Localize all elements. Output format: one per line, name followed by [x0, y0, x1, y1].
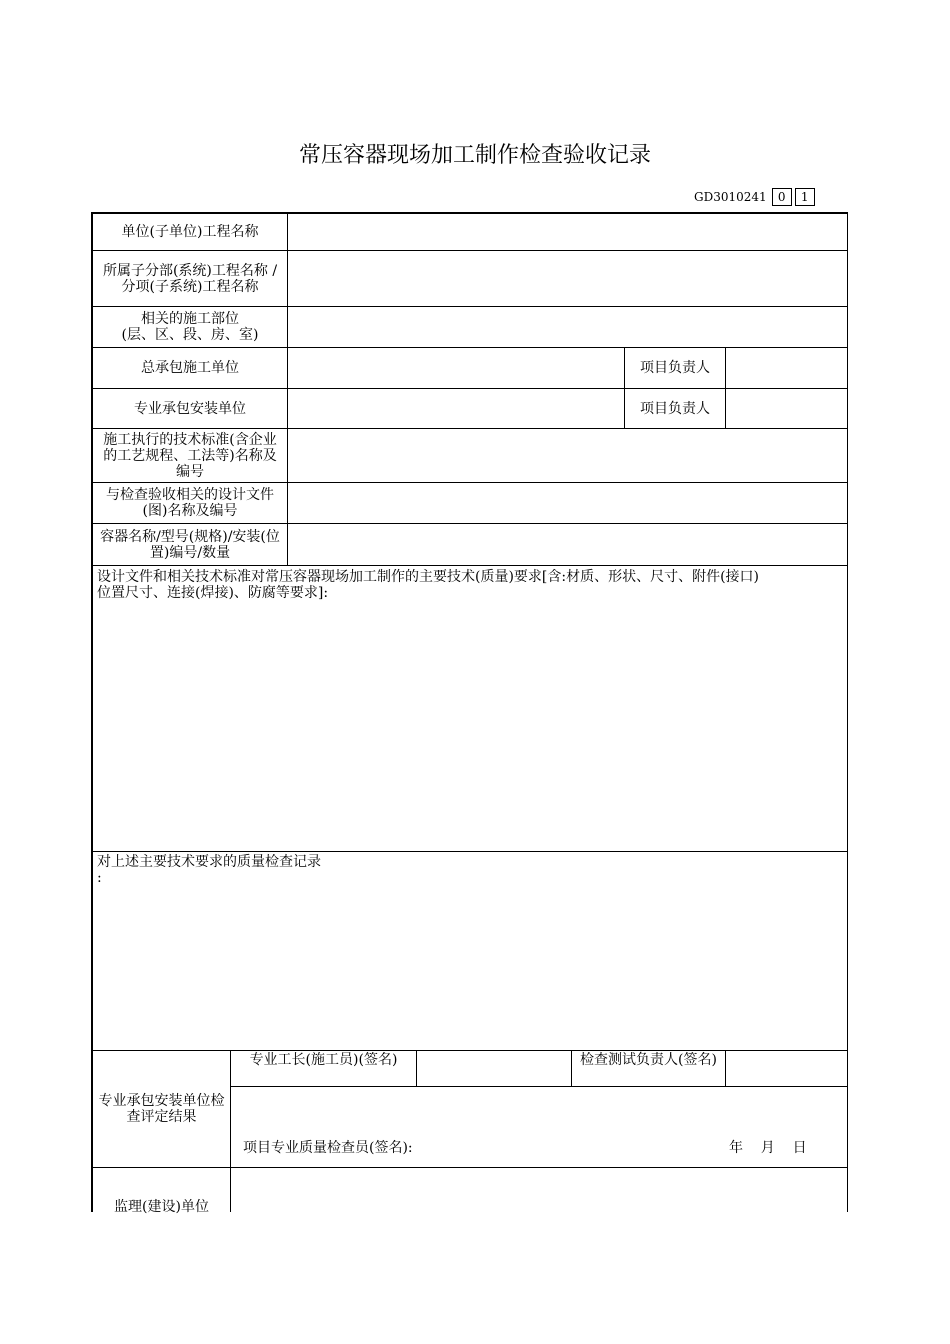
field-unit-project[interactable]	[288, 214, 848, 251]
requirements-area[interactable]	[93, 566, 848, 852]
label-vessel-info: 容器名称/型号(规格)/安装(位置)编号/数量	[93, 524, 288, 566]
label-sub-project: 所属子分部(系统)工程名称 /分项(子系统)工程名称	[93, 251, 288, 307]
field-tech-standard[interactable]	[288, 429, 848, 483]
quality-record-text-1: 对上述主要技术要求的质量检查记录	[97, 854, 321, 870]
quality-record-area[interactable]	[93, 852, 848, 1051]
label-evaluation: 专业承包安装单位检查评定结果	[93, 1051, 231, 1168]
field-general-contractor[interactable]	[288, 348, 625, 389]
page-title: 常压容器现场加工制作检查验收记录	[298, 143, 651, 168]
label-tech-standard: 施工执行的技术标准(含企业的工艺规程、工法等)名称及编号	[93, 429, 288, 483]
requirements-text-1: 设计文件和相关技术标准对常压容器现场加工制作的主要技术(质量)要求[含:材质、形状、尺寸、附件(接口)	[97, 569, 760, 585]
label-foreman: 专业工长(施工员)(签名)	[231, 1051, 417, 1087]
field-location[interactable]	[288, 307, 848, 348]
label-special-contractor: 专业承包安装单位	[93, 389, 288, 429]
label-test-leader: 检查测试负责人(签名)	[572, 1051, 726, 1087]
label-general-contractor: 总承包施工单位	[93, 348, 288, 389]
form-code-box-1: 0	[772, 188, 792, 206]
field-design-docs[interactable]	[288, 483, 848, 524]
label-project-leader-1: 项目负责人	[625, 348, 726, 389]
field-special-contractor[interactable]	[288, 389, 625, 429]
form-code-number: GD3010241	[694, 190, 767, 204]
form-code	[694, 188, 815, 206]
field-sub-project[interactable]	[288, 251, 848, 307]
evaluation-result-area[interactable]	[231, 1087, 848, 1168]
label-project-leader-2: 项目负责人	[625, 389, 726, 429]
label-supervision: 监理(建设)单位	[93, 1168, 231, 1212]
label-design-docs: 与检查验收相关的设计文件(图)名称及编号	[93, 483, 288, 524]
label-unit-project: 单位(子单位)工程名称	[93, 214, 288, 251]
field-vessel-info[interactable]	[288, 524, 848, 566]
field-project-leader-1[interactable]	[726, 348, 848, 389]
field-project-leader-2[interactable]	[726, 389, 848, 429]
label-location: 相关的施工部位 (层、区、段、房、室)	[93, 307, 288, 348]
inspector-label: 项目专业质量检查员(签名):	[243, 1140, 413, 1156]
field-foreman-signature[interactable]	[417, 1051, 572, 1087]
field-supervision[interactable]	[231, 1168, 848, 1212]
quality-record-text-2: :	[97, 870, 102, 886]
evaluation-date: 年 月 日	[729, 1140, 807, 1156]
requirements-text-2: 位置尺寸、连接(焊接)、防腐等要求]:	[97, 585, 329, 601]
inspection-form	[91, 212, 848, 1215]
form-code-box-2: 1	[795, 188, 815, 206]
field-test-leader-signature[interactable]	[726, 1051, 848, 1087]
